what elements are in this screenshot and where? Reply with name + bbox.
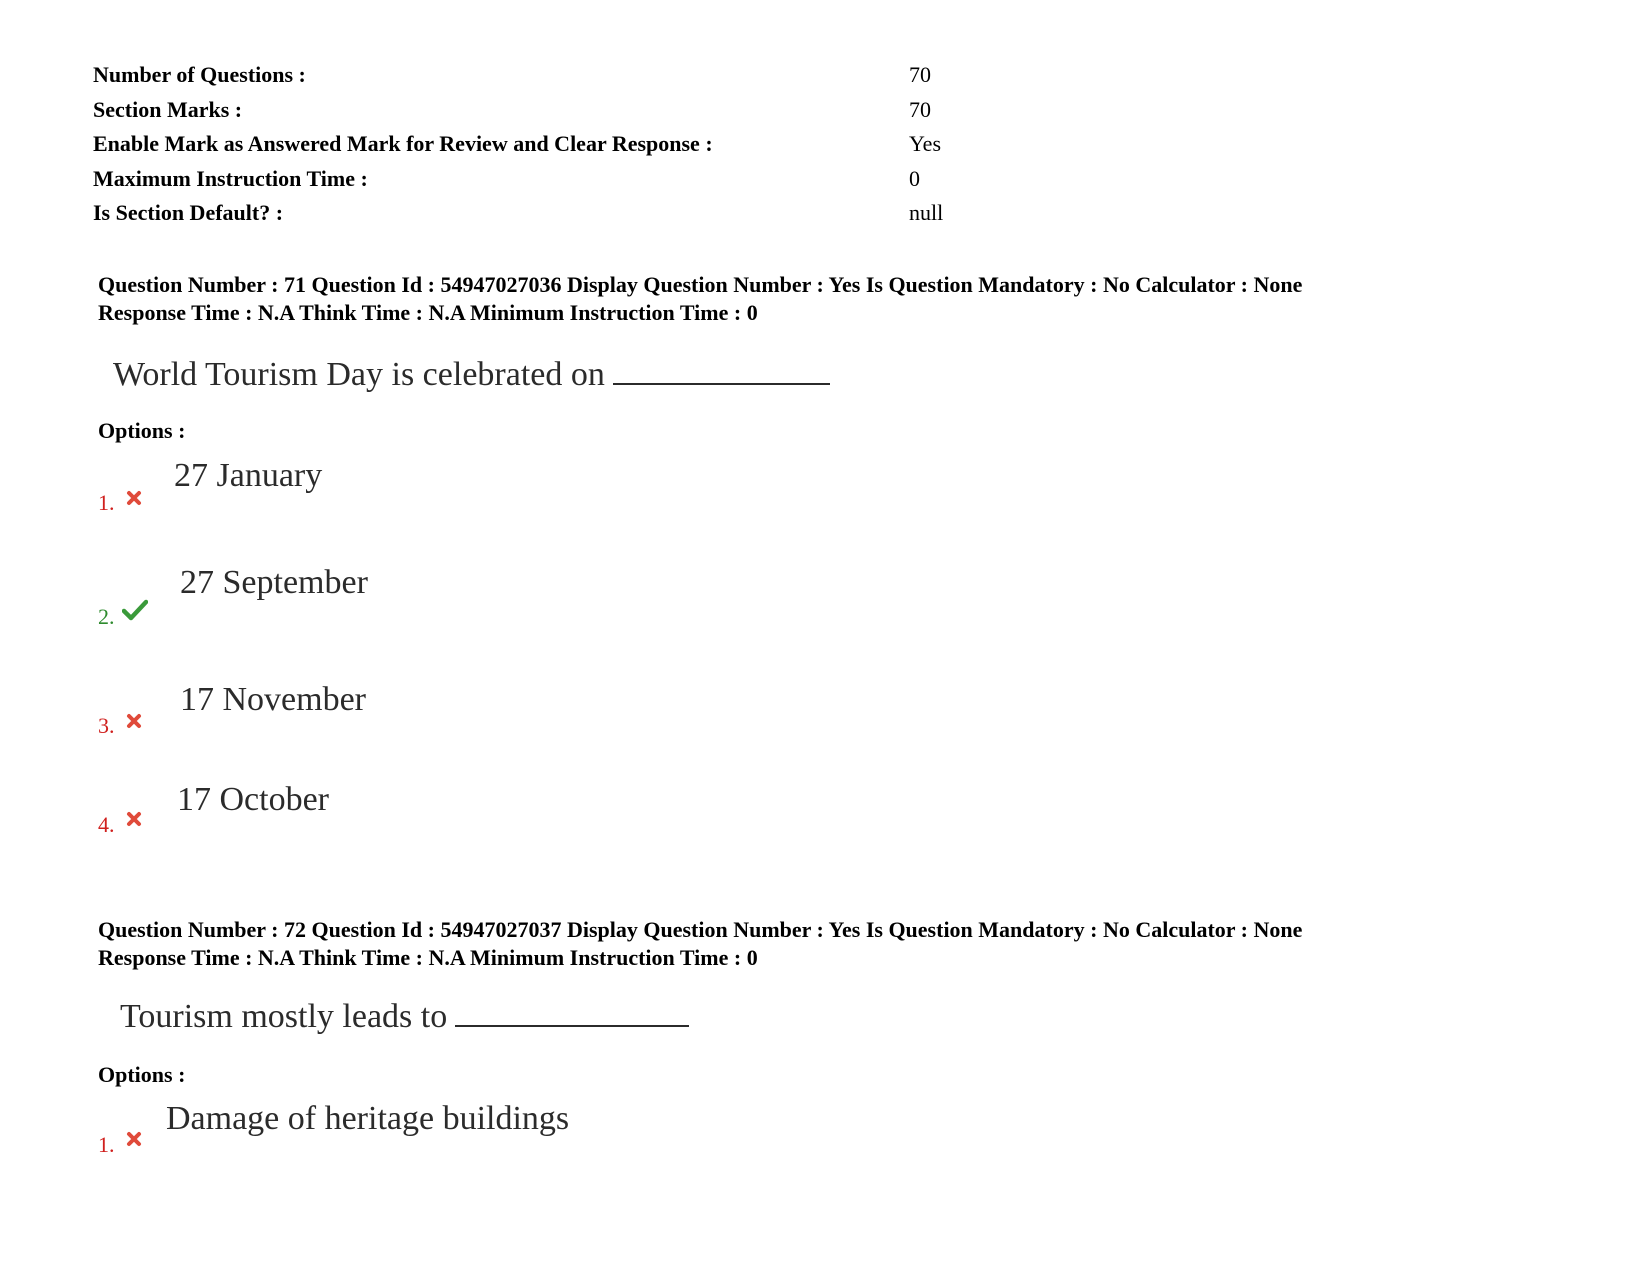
option-text: 27 September	[180, 564, 368, 601]
info-label: Maximum Instruction Time :	[93, 165, 368, 191]
option-text: 27 January	[174, 457, 323, 494]
cross-icon	[126, 811, 142, 827]
option-text: 17 November	[180, 681, 367, 718]
cross-icon	[126, 490, 142, 506]
info-value: Yes	[909, 131, 942, 157]
options-label: Options :	[98, 1062, 186, 1087]
option-number: 4.	[98, 812, 115, 837]
answer-blank	[613, 353, 830, 385]
question-text-content: Tourism mostly leads to	[120, 998, 448, 1035]
cross-icon	[126, 713, 142, 729]
question-meta-line: Response Time : N.A Think Time : N.A Minimum Instruction Time : 0	[98, 945, 758, 970]
option-number: 3.	[98, 713, 115, 738]
option-number: 1.	[98, 490, 115, 515]
info-row	[93, 58, 943, 93]
info-label: Number of Questions :	[93, 62, 306, 88]
option-text: Damage of heritage buildings	[166, 1100, 570, 1137]
option-number: 1.	[98, 1132, 115, 1157]
question-text-content: World Tourism Day is celebrated on	[113, 356, 605, 393]
info-row	[93, 196, 943, 231]
question-meta-line: Question Number : 71 Question Id : 54947027036 Display Question Number : Yes Is Question Mandatory : No Calculator : None	[98, 272, 1303, 297]
options-label: Options :	[98, 418, 186, 443]
option-text: 17 October	[177, 781, 330, 818]
answer-blank	[455, 995, 689, 1027]
info-value: 70	[909, 96, 931, 122]
question-meta	[98, 916, 1302, 972]
question-meta-line: Response Time : N.A Think Time : N.A Minimum Instruction Time : 0	[98, 300, 758, 325]
info-row	[93, 162, 943, 197]
question-meta-line: Question Number : 72 Question Id : 54947027037 Display Question Number : Yes Is Question Mandatory : No Calculator : None	[98, 917, 1303, 942]
section-info-table	[93, 58, 943, 231]
info-label: Section Marks :	[93, 96, 243, 122]
question-text	[120, 995, 689, 1036]
checkmark-icon	[122, 599, 148, 621]
info-value: 0	[909, 165, 920, 191]
question-text	[113, 353, 830, 394]
info-label: Enable Mark as Answered Mark for Review and Clear Response :	[93, 131, 713, 157]
info-value: 70	[909, 62, 931, 88]
info-row	[93, 93, 943, 128]
cross-icon	[126, 1131, 142, 1147]
question-meta	[98, 271, 1302, 327]
info-value: null	[909, 200, 944, 226]
option-number: 2.	[98, 604, 115, 629]
info-label: Is Section Default? :	[93, 200, 284, 226]
info-row	[93, 127, 943, 162]
